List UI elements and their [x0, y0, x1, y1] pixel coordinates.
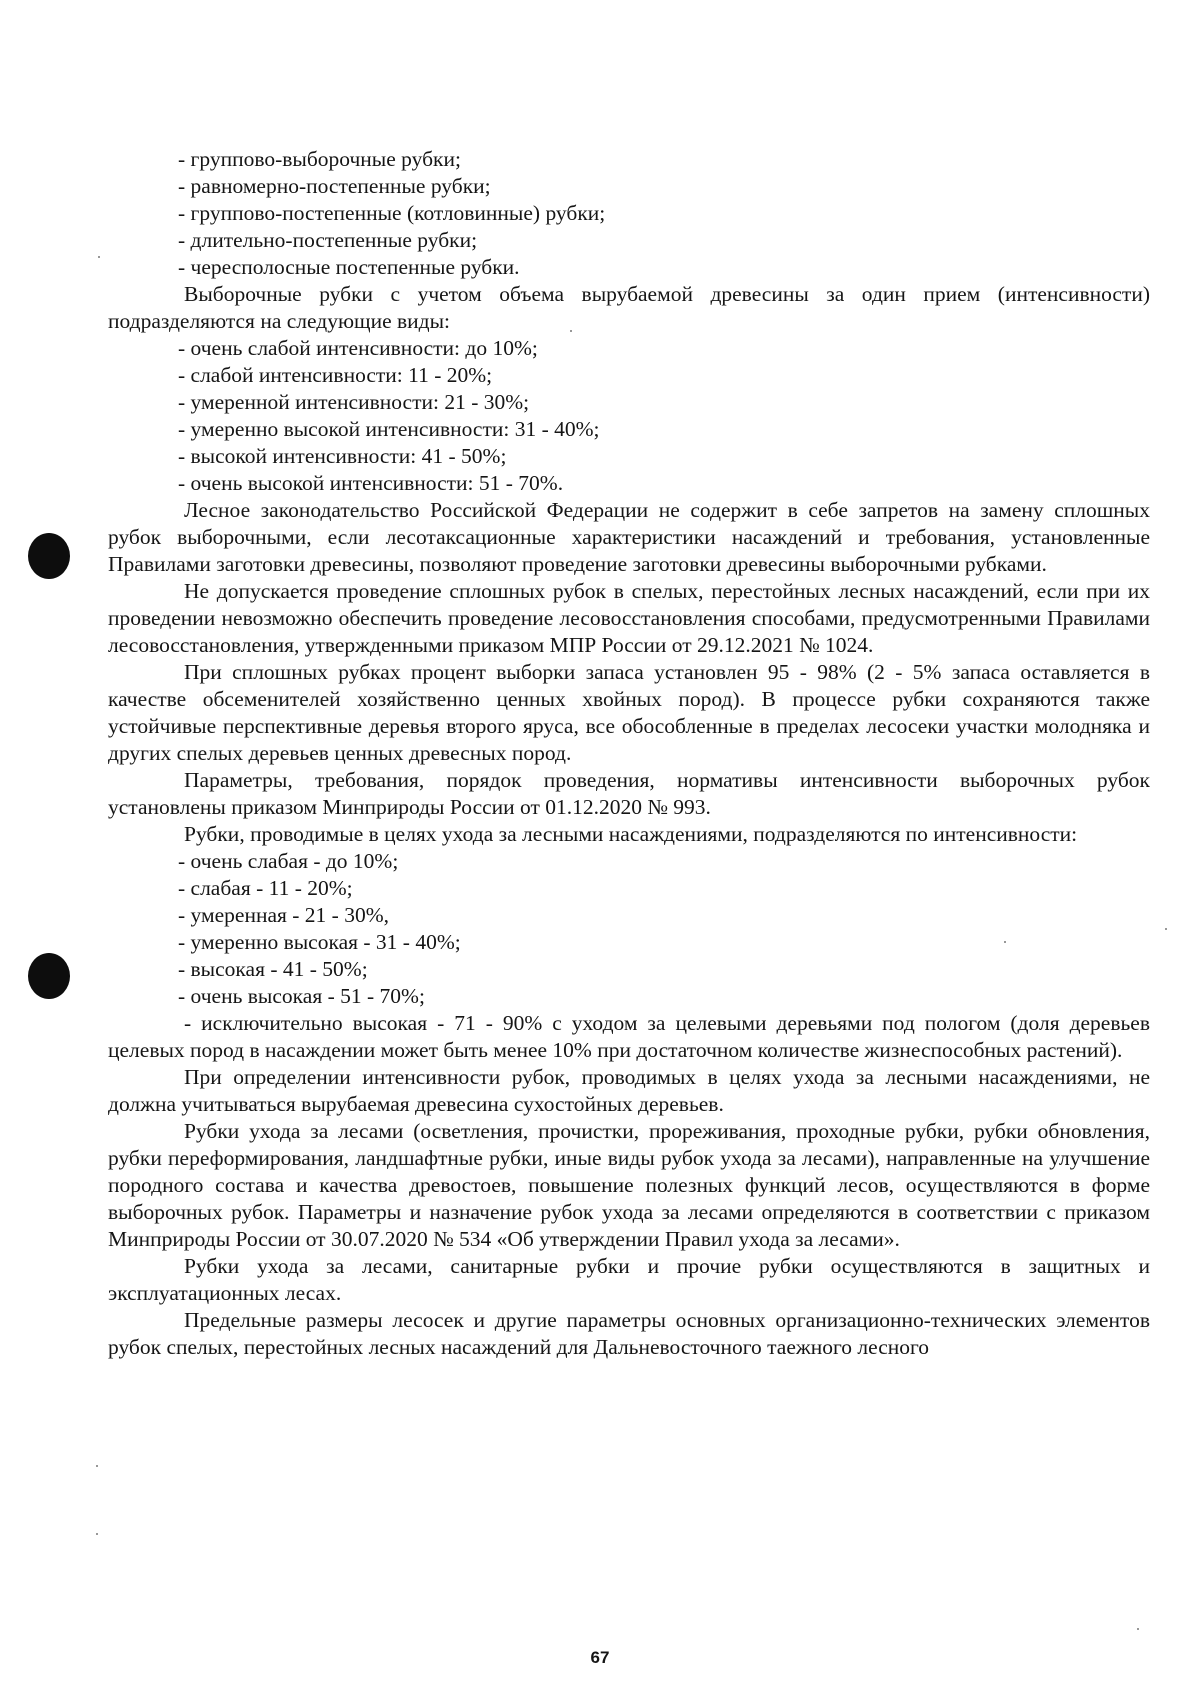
paragraph-deadwood: При определении интенсивности рубок, проводимых в целях ухода за лесными насаждениями, не должна учитываться вырубаемая древесина сухостойных деревьев. [108, 1065, 1150, 1116]
list-item: - высокая - 41 - 50%; [178, 957, 368, 981]
list-item: - умеренная - 21 - 30%, [178, 903, 389, 927]
paragraph-intensity-intro: Выборочные рубки с учетом объема вырубаемой древесины за один прием (интенсивности) подразделяются на следующие виды: [108, 282, 1150, 333]
paragraph-params: Параметры, требования, порядок проведения, нормативы интенсивности выборочных рубок установлены приказом Минприроды России от 01.12.2020 № 993. [108, 768, 1150, 819]
list-care-intensity [108, 848, 1150, 1010]
punch-hole-top [28, 533, 70, 579]
paragraph-limits: Предельные размеры лесосек и другие параметры основных организационно-технических элементов рубок спелых, перестойных лесных насаждений для Дальневосточного таежного лесного [108, 1308, 1150, 1359]
list-item: - группово-постепенные (котловинные) рубки; [178, 201, 606, 225]
list-item: - очень высокой интенсивности: 51 - 70%. [178, 471, 564, 495]
paragraph-care-types: Рубки ухода за лесами (осветления, прочистки, прореживания, проходные рубки, рубки обновления, рубки переформирования, ландшафтные рубки, иные виды рубок ухода за лесами), направленные на улучшение породного состава и качества древостоев, повышение полезных функций лесов, осуществляются в форме выборочных рубок. Параметры и назначение рубок ухода за лесами определяются в соответствии с приказом Минприроды России от 30.07.2020 № 534 «Об утверждении Правил ухода за лесами». [108, 1119, 1150, 1251]
scan-speck [96, 1533, 98, 1535]
list-item: - чересполосные постепенные рубки. [178, 255, 520, 279]
scan-speck [1165, 928, 1167, 930]
paragraph-clearcut: При сплошных рубках процент выборки запаса установлен 95 - 98% (2 - 5% запаса оставляется в качестве обсеменителей хозяйственно ценных хвойных пород). В процессе рубки сохраняются также устойчивые перспективные деревья второго яруса, все обособленные в пределах лесосеки участки молодняка и других спелых деревьев ценных древесных пород. [108, 660, 1150, 765]
scan-speck [96, 1465, 98, 1467]
scan-speck [98, 256, 100, 258]
list-item: - очень высокая - 51 - 70%; [178, 984, 425, 1008]
punch-hole-bottom [28, 953, 70, 999]
list-item: - умеренно высокая - 31 - 40%; [178, 930, 461, 954]
list-item: - очень слабая - до 10%; [178, 849, 399, 873]
list-intensity [108, 335, 1150, 497]
document-page [108, 146, 1150, 1361]
paragraph-law: Лесное законодательство Российской Федерации не содержит в себе запретов на замену сплошных рубок выборочными, если лесотаксационные характеристики насаждений и требования, установленные Правилами заготовки древесины, позволяют проведение заготовки древесины выборочными рубками. [108, 498, 1150, 576]
page-number: 67 [590, 1648, 610, 1667]
paragraph-exceptional: - исключительно высокая - 71 - 90% с уходом за целевыми деревьями под пологом (доля деревьев целевых пород в насаждении может быть менее 10% при достаточном количестве жизнеспособных растений). [108, 1011, 1150, 1062]
paragraph-care-intro: Рубки, проводимые в целях ухода за лесными насаждениями, подразделяются по интенсивности: [184, 822, 1078, 846]
list-item: - группово-выборочные рубки; [178, 147, 461, 171]
scan-speck [1137, 1628, 1139, 1630]
paragraph-not-allowed: Не допускается проведение сплошных рубок в спелых, перестойных лесных насаждений, если при их проведении невозможно обеспечить проведение лесовосстановления способами, предусмотренными Правилами лесовосстановления, утвержденными приказом МПР России от 29.12.2021 № 1024. [108, 579, 1150, 657]
list-item: - очень слабой интенсивности: до 10%; [178, 336, 538, 360]
list-item: - равномерно-постепенные рубки; [178, 174, 491, 198]
list-item: - длительно-постепенные рубки; [178, 228, 478, 252]
list-item: - слабая - 11 - 20%; [178, 876, 353, 900]
paragraph-protective: Рубки ухода за лесами, санитарные рубки и прочие рубки осуществляются в защитных и эксплуатационных лесах. [108, 1254, 1150, 1305]
list-item: - слабой интенсивности: 11 - 20%; [178, 363, 493, 387]
list-item: - умеренно высокой интенсивности: 31 - 40%; [178, 417, 600, 441]
list-cutting-methods [108, 146, 1150, 281]
list-item: - умеренной интенсивности: 21 - 30%; [178, 390, 530, 414]
list-item: - высокой интенсивности: 41 - 50%; [178, 444, 507, 468]
